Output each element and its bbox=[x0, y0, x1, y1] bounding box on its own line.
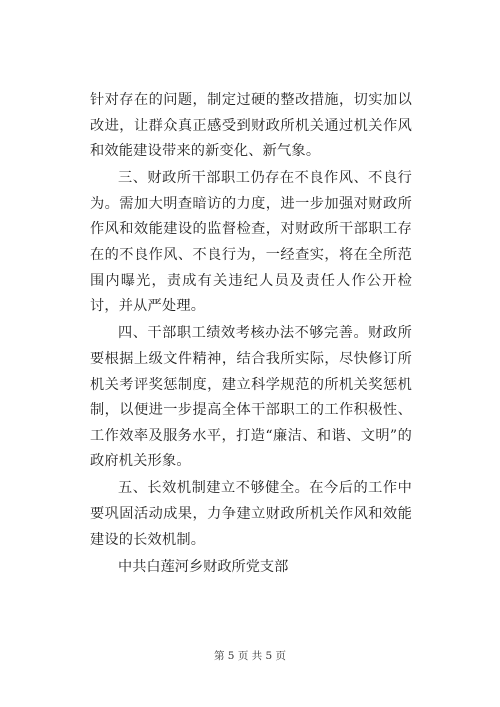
document-body bbox=[90, 88, 412, 580]
paragraph-item-five: 五、长效机制建立不够健全。在今后的工作中要巩固活动成果，力争建立财政所机关作风和效能建设的长效机制。 bbox=[90, 480, 412, 548]
paragraph-item-three: 三、财政所干部职工仍存在不良作风、不良行为。需加大明查暗访的力度，进一步加强对财政所作风和效能建设的监督检查，对财政所干部职工存在的不良作风、不良行为，一经查实，将在全所范围内曝光，责成有关违纪人员及责任人作公开检讨，并从严处理。 bbox=[90, 170, 412, 315]
paragraph-continuation: 针对存在的问题，制定过硬的整改措施，切实加以改进，让群众真正感受到财政所机关通过机关作风和效能建设带来的新变化、新气象。 bbox=[90, 92, 412, 160]
signature-line: 中共白莲河乡财政所党支部 bbox=[118, 558, 289, 575]
page-number-footer: 第 5 页 共 5 页 bbox=[213, 650, 287, 662]
paragraph-item-four: 四、干部职工绩效考核办法不够完善。财政所要根据上级文件精神，结合我所实际，尽快修订所机关考评奖惩制度，建立科学规范的所机关奖惩机制，以便进一步提高全体干部职工的工作积极性、工作效率及服务水平，打造“廉洁、和谐、文明”的政府机关形象。 bbox=[90, 325, 412, 470]
